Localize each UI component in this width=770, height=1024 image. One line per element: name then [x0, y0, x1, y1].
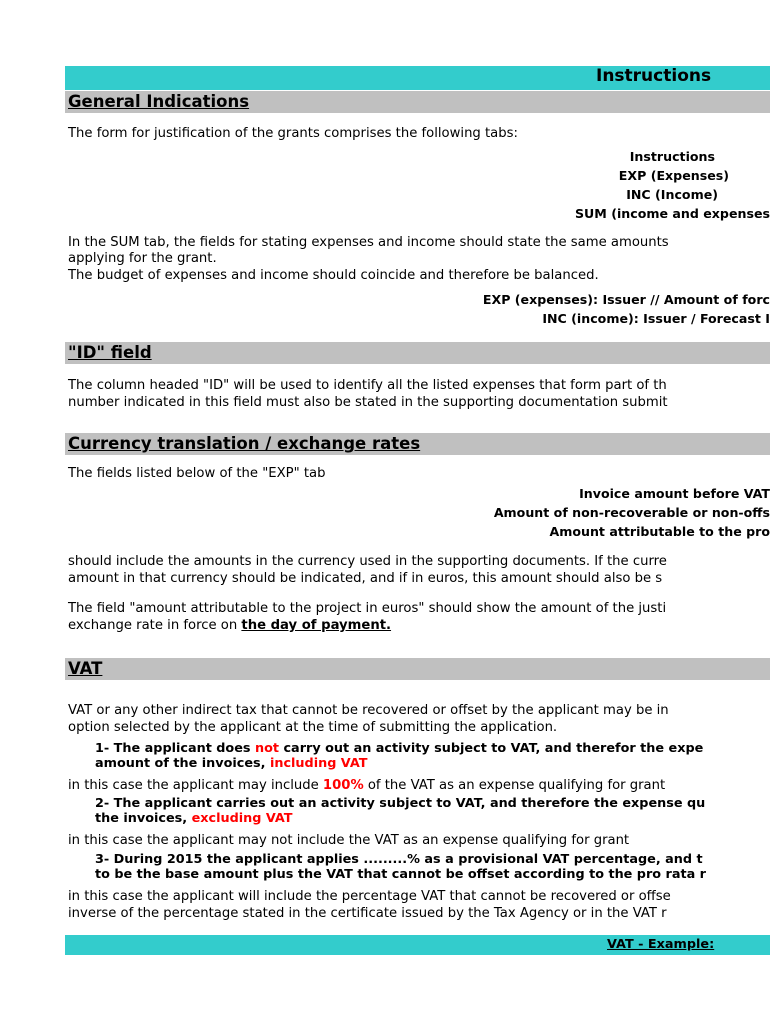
id-text-line: The column headed "ID" will be used to identify all the listed expenses that form part of th [68, 378, 667, 393]
currency-text-line: amount in that currency should be indicated, and if in euros, this amount should also be s [68, 571, 663, 586]
section-heading-id: "ID" field [68, 343, 152, 362]
vat-option-text: 1- The applicant does [95, 741, 255, 756]
tab-list-item: Instructions [629, 149, 715, 164]
vat-option-text: the invoices, [95, 811, 192, 826]
vat-text-line: option selected by the applicant at the time of submitting the application. [68, 720, 558, 735]
section-heading-vat: VAT [68, 659, 103, 678]
vat-case-text: of the VAT as an expense qualifying for grant [363, 778, 666, 793]
vat-option-1 [95, 742, 703, 756]
exp-field-item: Invoice amount before VAT [579, 486, 770, 501]
vat-case-1 [68, 778, 665, 794]
vat-case-text: in this case the applicant may include [68, 778, 323, 793]
vat-option-3: 3- During 2015 the applicant applies .........% as a provisional VAT percentage, and t [95, 852, 703, 867]
sum-text-line: applying for the grant. [68, 251, 217, 266]
tab-list-item: INC (Income) [626, 187, 718, 202]
sum-text-line: In the SUM tab, the fields for stating expenses and income should state the same amounts [68, 235, 669, 250]
currency-text-line: The field "amount attributable to the project in euros" should show the amount of the justi [68, 601, 667, 616]
day-of-payment-emphasis: the day of payment. [241, 618, 392, 633]
inc-definition: INC (income): Issuer / Forecast I [542, 311, 770, 326]
vat-option-text: amount of the invoices, [95, 756, 270, 771]
section-heading-general: General Indications [68, 92, 250, 111]
vat-option-highlight: not [254, 741, 280, 756]
page-title: Instructions [596, 66, 712, 86]
vat-option-2: 2- The applicant carries out an activity subject to VAT, and therefore the expense qu [95, 796, 706, 811]
vat-case-3: in this case the applicant will include the percentage VAT that cannot be recovered or offse [68, 889, 671, 904]
vat-option-highlight: including VAT [269, 756, 368, 771]
general-intro: The form for justification of the grants comprises the following tabs: [68, 126, 518, 141]
vat-option-3-cont: to be the base amount plus the VAT that cannot be offset according to the pro rata r [95, 867, 706, 882]
section-heading-currency: Currency translation / exchange rates [68, 434, 421, 453]
vat-option-text: carry out an activity subject to VAT, and therefor the expe [279, 741, 704, 756]
tab-list-item: EXP (Expenses) [618, 168, 729, 183]
vat-text-line: VAT or any other indirect tax that cannot be recovered or offset by the applicant may be in [68, 703, 669, 718]
vat-option-2-cont [95, 812, 293, 826]
exp-field-item: Amount of non-recoverable or non-offs [493, 505, 770, 520]
section-bar-id [65, 342, 770, 364]
vat-case-2: in this case the applicant may not include the VAT as an expense qualifying for grant [68, 833, 630, 848]
vat-option-highlight: excluding VAT [191, 811, 293, 826]
vat-example-heading: VAT - Example: [607, 937, 715, 952]
currency-intro: The fields listed below of the "EXP" tab [68, 466, 326, 481]
vat-case-3-cont: inverse of the percentage stated in the certificate issued by the Tax Agency or in the VAT r [68, 906, 667, 921]
exp-definition: EXP (expenses): Issuer // Amount of forc [482, 292, 770, 307]
currency-text-line: should include the amounts in the currency used in the supporting documents. If the curre [68, 554, 667, 569]
currency-text-segment: exchange rate in force on [68, 618, 242, 633]
section-bar-vat [65, 658, 770, 680]
exp-field-item: Amount attributable to the pro [549, 524, 770, 539]
vat-option-1-cont [95, 757, 367, 771]
id-text-line: number indicated in this field must also be stated in the supporting documentation submit [68, 395, 668, 410]
currency-text-line [68, 618, 391, 634]
tab-list-item: SUM (income and expenses [574, 206, 770, 221]
sum-text-line: The budget of expenses and income should coincide and therefore be balanced. [68, 268, 599, 283]
vat-case-highlight: 100% [322, 778, 364, 793]
